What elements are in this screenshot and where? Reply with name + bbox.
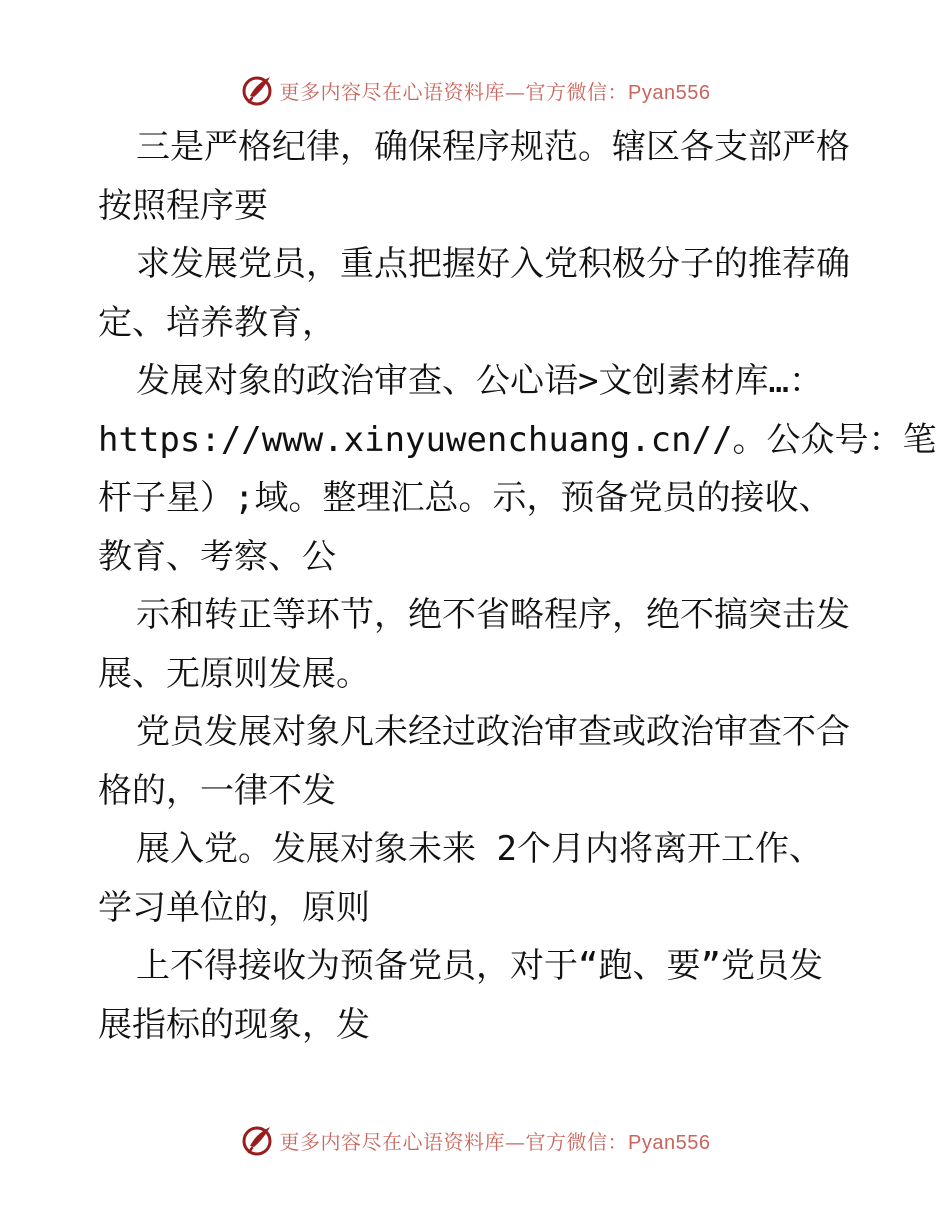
text-line: 教育、考察、公 xyxy=(98,536,336,577)
footer-banner xyxy=(0,1120,950,1160)
text-line: 格的，一律不发 xyxy=(98,770,336,811)
text-line: 党员发展对象凡未经过政治审查或政治审查不合 xyxy=(136,712,850,752)
quill-logo-icon xyxy=(240,72,276,108)
text-line: 求发展党员，重点把握好入党积极分子的推荐确 xyxy=(136,244,850,284)
text-line: 展入党。发展对象未来 2个月内将离开工作、 xyxy=(136,829,823,869)
text-line: 三是严格纪律，确保程序规范。辖区各支部严格 xyxy=(136,127,850,167)
header-banner-text: 更多内容尽在心语资料库—官方微信：Pyan556 xyxy=(279,79,711,104)
text-line: 按照程序要 xyxy=(98,185,268,226)
text-line: https://www.xinyuwenchuang.cn//。公众号：笔 xyxy=(98,419,937,460)
footer-banner-text: 更多内容尽在心语资料库—官方微信：Pyan556 xyxy=(279,1129,711,1154)
text-line: 发展对象的政治审查、公心语>文创素材库…： xyxy=(136,361,823,401)
body-text xyxy=(98,118,937,1054)
header-banner xyxy=(0,70,950,110)
header-banner-brand: Pyan556 xyxy=(628,81,711,104)
text-line: 学习单位的，原则 xyxy=(98,887,370,928)
quill-logo-icon xyxy=(240,1122,276,1158)
text-line: 展、无原则发展。 xyxy=(98,653,370,694)
text-line: 上不得接收为预备党员，对于“跑、要”党员发 xyxy=(136,946,823,986)
footer-banner-brand: Pyan556 xyxy=(628,1131,711,1154)
text-line: 示和转正等环节，绝不省略程序，绝不搞突击发 xyxy=(136,595,850,635)
text-line: 杆子星）;域。整理汇总。示，预备党员的接收、 xyxy=(98,478,833,518)
text-line: 展指标的现象，发 xyxy=(98,1004,370,1045)
text-line: 定、培养教育， xyxy=(98,302,336,343)
